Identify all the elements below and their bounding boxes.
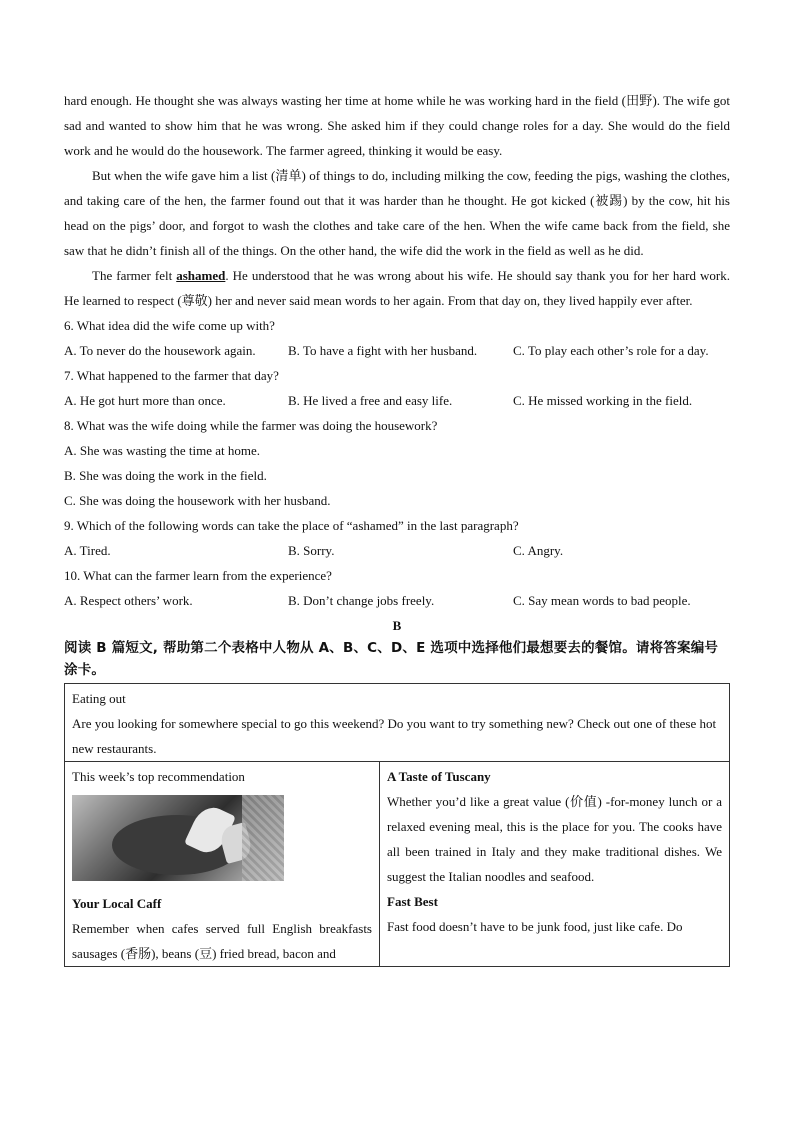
question-10-option-a[interactable]: A. Respect others’ work. [64,593,193,608]
question-10-option-b[interactable]: B. Don’t change jobs freely. [288,593,435,608]
passage-paragraph-2: But when the wife gave him a list (清单) of things to do, including milking the cow, feeding the pigs, washing the clothes, and taking care of the hen, the farmer found out that it was harder than he thought. He got kicked (被踢) by the cow, hit his head on the pigs’ door, and forgot to wash the clothes and take care of the hen. When the wife came back from the field, she saw that he didn’t finish all of the things. On the other hand, the wife did the work in the field as well as he did. [64,168,730,258]
paragraph-3-end: . He understood that he was wrong about his wife. He should say thank you for her hard work. He learned to respect (尊敬) her and never said mean words to her again. From that day on, they lived happily ever after. [64,268,730,308]
ashamed-word: ashamed [176,268,226,283]
table-header-title: Eating out [72,691,126,706]
question-10-stem: 10. What can the farmer learn from the experience? [64,568,332,583]
recommendation-label: This week’s top recommendation [72,769,245,784]
recommendation-cell [65,762,380,967]
paragraph-3-start: The farmer felt [92,268,177,283]
food-photo [72,795,284,881]
question-10-option-c[interactable]: C. Say mean words to bad people. [513,593,691,608]
question-10-options [64,588,730,613]
question-7-option-b[interactable]: B. He lived a free and easy life. [288,393,453,408]
section-b-instruction: 阅读 B 篇短文, 帮助第二个表格中人物从 A、B、C、D、E 选项中选择他们最想要去的餐馆。请将答案编号涂卡。 [64,640,719,678]
question-6-stem: 6. What idea did the wife come up with? [64,318,275,333]
question-7-stem: 7. What happened to the farmer that day? [64,368,279,383]
passage-paragraph-1: hard enough. He thought she was always wasting her time at home while he was working hard in the field (田野). The wife got sad and wanted to show him that he was wrong. She asked him if they could change roles for a day. She would do the field work and he would do the housework. The farmer agreed, thinking it would be easy. [64,93,730,158]
fast-best-title: Fast Best [387,894,438,909]
local-caff-text: Remember when cafes served full English breakfasts sausages (香肠), beans (豆) fried bread, bacon and [72,921,372,961]
question-9-option-b[interactable]: B. Sorry. [288,543,335,558]
page-content [64,88,730,967]
question-7-options [64,388,730,413]
question-8-stem: 8. What was the wife doing while the farmer was doing the housework? [64,418,438,433]
taste-of-tuscany-title: A Taste of Tuscany [387,769,491,784]
section-b-heading: B [392,618,402,633]
restaurant-list-cell [380,762,730,967]
question-7-option-c[interactable]: C. He missed working in the field. [513,393,693,408]
fast-best-text: Fast food doesn’t have to be junk food, just like cafe. Do [387,919,683,934]
passage-paragraph-3 [64,263,730,313]
question-9-options [64,538,730,563]
local-caff-title: Your Local Caff [72,896,162,911]
question-7-option-a[interactable]: A. He got hurt more than once. [64,393,226,408]
question-8-option-b[interactable]: B. She was doing the work in the field. [64,468,267,483]
question-9-option-c[interactable]: C. Angry. [513,543,564,558]
question-9-stem: 9. Which of the following words can take the place of “ashamed” in the last paragraph? [64,518,519,533]
question-6-option-a[interactable]: A. To never do the housework again. [64,343,256,358]
question-8-option-a[interactable]: A. She was wasting the time at home. [64,443,261,458]
restaurant-table [64,683,730,967]
question-6-option-b[interactable]: B. To have a fight with her husband. [288,343,478,358]
taste-of-tuscany-text: Whether you’d like a great value (价值) -for-money lunch or a relaxed evening meal, this is the place for you. The cooks have all been trained in Italy and they make traditional dishes. We suggest the Italian noodles and seafood. [387,794,722,884]
question-8-option-c[interactable]: C. She was doing the housework with her husband. [64,493,331,508]
table-header-text: Are you looking for somewhere special to go this weekend? Do you want to try something new? Check out one of these hot new restaurants. [72,716,717,756]
table-header-cell [65,684,730,762]
question-6-options [64,338,730,363]
question-6-option-c[interactable]: C. To play each other’s role for a day. [513,343,709,358]
question-9-option-a[interactable]: A. Tired. [64,543,111,558]
